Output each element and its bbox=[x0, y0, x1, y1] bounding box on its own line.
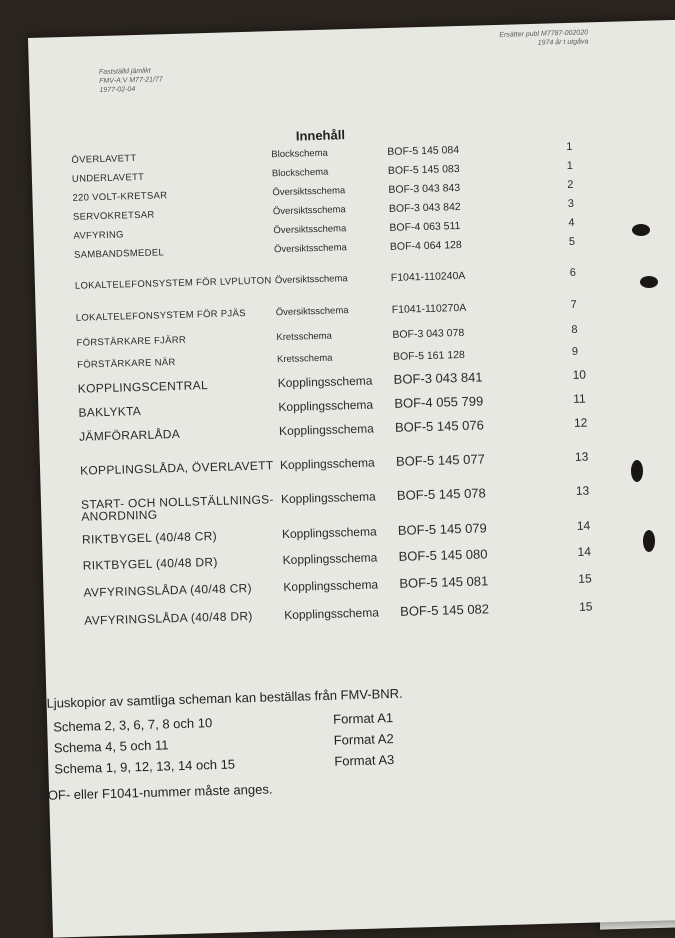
schema-page-number: 8 bbox=[571, 323, 578, 336]
schema-name: SERVOKRETSAR bbox=[72, 209, 155, 223]
schema-name: AVFYRING bbox=[73, 229, 124, 242]
schema-name: AVFYRINGSLÅDA (40/48 DR) bbox=[84, 608, 253, 628]
schema-number: BOF-5 145 082 bbox=[399, 601, 490, 619]
schema-number: F1041-110240A bbox=[390, 269, 466, 284]
schema-page-number: 15 bbox=[578, 599, 593, 614]
stamp-line: FMV-A:V M77-21/77 bbox=[99, 76, 163, 86]
binder-hole bbox=[643, 530, 655, 552]
footer-schema-line: Schema 4, 5 och 11 bbox=[53, 737, 169, 756]
schema-page-number: 15 bbox=[578, 571, 592, 586]
schema-name: ÖVERLAVETT bbox=[71, 153, 137, 166]
schema-name: SAMBANDSMEDEL bbox=[73, 247, 165, 261]
binder-hole bbox=[632, 224, 650, 236]
schema-type: Översiktsschema bbox=[275, 305, 349, 319]
schema-number: BOF-3 043 078 bbox=[392, 326, 465, 341]
table-row bbox=[43, 543, 675, 573]
schema-name: FÖRSTÄRKARE NÄR bbox=[77, 357, 176, 371]
schema-page-number: 14 bbox=[576, 518, 591, 533]
footer-note: BOF- eller F1041-nummer måste anges. bbox=[38, 781, 273, 803]
schema-number: BOF-5 145 076 bbox=[394, 417, 485, 435]
schema-type: Kopplingsschema bbox=[281, 524, 377, 542]
schema-type: Översiktsschema bbox=[272, 204, 346, 218]
schema-type: Kopplingsschema bbox=[284, 605, 380, 623]
schema-page-number: 14 bbox=[577, 544, 592, 559]
schema-number: BOF-3 043 843 bbox=[388, 181, 461, 196]
schema-page-number: 12 bbox=[573, 415, 588, 430]
footer-schema-line: Schema 2, 3, 6, 7, 8 och 10 bbox=[53, 715, 213, 735]
schema-name: JÄMFÖRARLÅDA bbox=[78, 426, 181, 444]
schema-type: Kopplingsschema bbox=[283, 577, 379, 595]
schema-type: Kopplingsschema bbox=[278, 397, 374, 415]
schema-number: BOF-4 064 128 bbox=[389, 238, 462, 253]
stamp-line: Fastställd jämlikt bbox=[98, 67, 151, 77]
schema-type: Översiktsschema bbox=[274, 273, 348, 287]
schema-page-number: 1 bbox=[566, 159, 574, 173]
table-row bbox=[40, 448, 675, 478]
schema-page-number: 6 bbox=[569, 266, 577, 279]
table-row bbox=[44, 598, 675, 628]
schema-name: BAKLYKTA bbox=[78, 403, 142, 420]
schema-number: BOF-3 043 841 bbox=[393, 369, 483, 387]
schema-type: Kretsschema bbox=[276, 352, 333, 366]
schema-type: Översiktsschema bbox=[272, 185, 346, 199]
schema-number: BOF-5 145 081 bbox=[399, 573, 489, 591]
schema-name: AVFYRINGSLÅDA (40/48 CR) bbox=[83, 580, 253, 600]
table-row bbox=[41, 482, 675, 524]
schema-name: START- OCH NOLLSTÄLLNINGS-ANORDNING bbox=[80, 492, 274, 524]
schema-number: BOF-5 145 078 bbox=[396, 485, 486, 503]
schema-page-number: 1 bbox=[566, 140, 573, 154]
schema-type: Kopplingsschema bbox=[279, 455, 375, 473]
schema-page-number: 4 bbox=[568, 216, 575, 229]
schema-name: LOKALTELEFONSYSTEM FÖR LVPLUTON bbox=[74, 275, 272, 292]
schema-type: Kopplingsschema bbox=[277, 373, 373, 391]
schema-name: RIKTBYGEL (40/48 CR) bbox=[81, 528, 218, 547]
schema-type: Kopplingsschema bbox=[278, 421, 374, 439]
footer-format: Format A3 bbox=[334, 752, 395, 769]
footer-format: Format A1 bbox=[332, 710, 394, 727]
schema-number: BOF-5 145 083 bbox=[387, 163, 460, 178]
schema-type: Blockschema bbox=[271, 166, 329, 180]
page-title: Innehåll bbox=[295, 127, 346, 144]
schema-page-number: 13 bbox=[574, 449, 589, 464]
stamp-line: 1977-02-04 bbox=[99, 86, 136, 95]
schema-number: F1041-110270A bbox=[391, 301, 467, 316]
schema-number: BOF-4 063 511 bbox=[389, 220, 461, 234]
schema-name: RIKTBYGEL (40/48 DR) bbox=[82, 554, 218, 573]
replacement-stamp bbox=[458, 28, 588, 50]
schema-page-number: 2 bbox=[567, 178, 574, 191]
schema-page-number: 10 bbox=[572, 367, 587, 382]
schema-name: LOKALTELEFONSYSTEM FÖR PJÄS bbox=[75, 308, 246, 324]
schema-number: BOF-5 161 128 bbox=[392, 348, 465, 363]
binder-hole bbox=[640, 276, 658, 288]
schema-type: Översiktsschema bbox=[273, 242, 347, 256]
schema-type: Blockschema bbox=[271, 147, 328, 161]
stamp-line: Ersätter publ M7787-002020 bbox=[499, 29, 589, 39]
footer-schema-line: Schema 1, 9, 12, 13, 14 och 15 bbox=[54, 756, 236, 777]
schema-number: BOF-4 055 799 bbox=[394, 393, 484, 411]
schema-type: Översiktsschema bbox=[273, 223, 347, 237]
footer-intro: Ljuskopior av samtliga scheman kan beställas från FMV-BNR. bbox=[46, 685, 403, 711]
schema-type: Kopplingsschema bbox=[282, 550, 378, 568]
schema-type: Kretsschema bbox=[276, 330, 333, 344]
table-row bbox=[31, 138, 675, 166]
footer-format: Format A2 bbox=[333, 731, 394, 748]
approval-stamp bbox=[99, 66, 163, 95]
table-row bbox=[35, 264, 675, 292]
schema-name: FÖRSTÄRKARE FJÄRR bbox=[76, 334, 187, 349]
document-page bbox=[28, 19, 675, 938]
schema-page-number: 7 bbox=[570, 298, 577, 311]
schema-page-number: 13 bbox=[575, 483, 590, 498]
schema-page-number: 3 bbox=[567, 197, 575, 210]
table-row bbox=[36, 296, 675, 324]
footer-notes bbox=[38, 679, 646, 803]
schema-page-number: 5 bbox=[568, 235, 576, 248]
schema-number: BOF-5 145 079 bbox=[397, 520, 487, 538]
stamp-line: 1974 år t utgåva bbox=[537, 38, 589, 47]
schema-name: KOPPLINGSLÅDA, ÖVERLAVETT bbox=[79, 458, 274, 478]
schema-number: BOF-5 145 080 bbox=[398, 546, 488, 564]
schema-name: KOPPLINGSCENTRAL bbox=[77, 378, 209, 396]
binder-hole bbox=[631, 460, 643, 482]
schema-page-number: 9 bbox=[571, 345, 579, 358]
schema-name: 220 VOLT-KRETSAR bbox=[72, 190, 168, 204]
schema-number: BOF-5 145 077 bbox=[395, 451, 486, 469]
schema-number: BOF-3 043 842 bbox=[388, 200, 461, 215]
table-row bbox=[43, 570, 675, 600]
schema-number: BOF-5 145 084 bbox=[387, 144, 460, 159]
table-row bbox=[36, 321, 675, 349]
schema-type: Kopplingsschema bbox=[280, 489, 376, 507]
schema-page-number: 11 bbox=[573, 391, 586, 406]
schema-name: UNDERLAVETT bbox=[71, 171, 145, 185]
